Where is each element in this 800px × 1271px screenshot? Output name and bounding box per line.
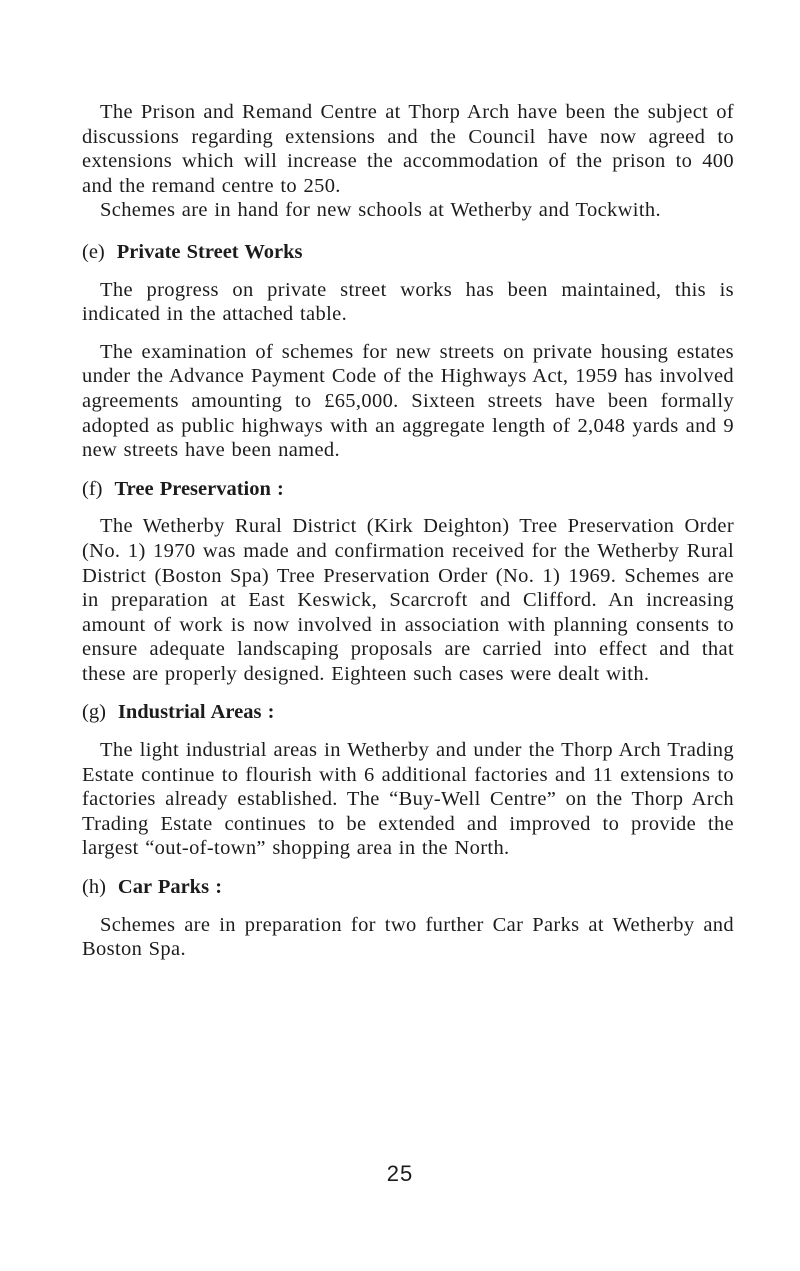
section-title: Private Street Works [116,240,303,263]
page-number: 25 [386,1161,414,1186]
section-heading [82,240,734,265]
section-car-parks [82,875,734,962]
section-letter: (e) [82,240,105,263]
section-title: Car Parks : [117,876,223,899]
section-title: Tree Preservation : [114,477,284,500]
section-letter: (g) [82,701,106,724]
section-heading [82,700,734,725]
section-heading [82,477,734,502]
section-paragraph: The Wetherby Rural District (Kirk Deighton) Tree Preservation Order (No. 1) 1970 was made and confirmation received for the Wetherby Rural District (Boston Spa) Tree Preservation Order (No. 1) 1969. Schemes are in preparation at East Keswick, Scarcroft and Clifford. An increasing amount of work is now involved in association with planning consents to ensure adequate landscaping proposals are carried into effect and that these are properly designed. Eighteen such cases were dealt with. [82,515,734,685]
section-paragraph: Schemes are in preparation for two further Car Parks at Wetherby and Boston Spa. [82,913,734,961]
section-private-street-works [82,240,734,463]
intro-paragraph: The Prison and Remand Centre at Thorp Arch have been the subject of discussions regarding extensions and the Council have now agreed to extensions which will increase the accommodation of the prison to 400 and the remand centre to 250. [82,101,734,197]
section-letter: (h) [82,876,106,899]
section-tree-preservation [82,477,734,687]
section-paragraph: The light industrial areas in Wetherby and under the Thorp Arch Trading Estate continue to flourish with 6 additional factories and 11 extensions to factories already established. The “Buy-Well Centre” on the Thorp Arch Trading Estate continues to be extended and improved to provide the largest “out-of-town” shopping area in the North. [82,739,734,860]
document-body [82,100,734,962]
section-industrial-areas [82,700,734,861]
section-title: Industrial Areas : [117,701,275,724]
section-paragraph: The progress on private street works has been maintained, this is indicated in the attached table. [82,278,734,326]
intro-paragraph-schools: Schemes are in hand for new schools at Wetherby and Tockwith. [100,199,661,222]
section-letter: (f) [82,477,103,500]
section-heading [82,875,734,900]
section-paragraph: The examination of schemes for new streets on private housing estates under the Advance Payment Code of the Highways Act, 1959 has involved agreements amounting to £65,000. Sixteen streets have been formally adopted as public highways with an aggregate length of 2,048 yards and 9 new streets have been named. [82,340,734,462]
